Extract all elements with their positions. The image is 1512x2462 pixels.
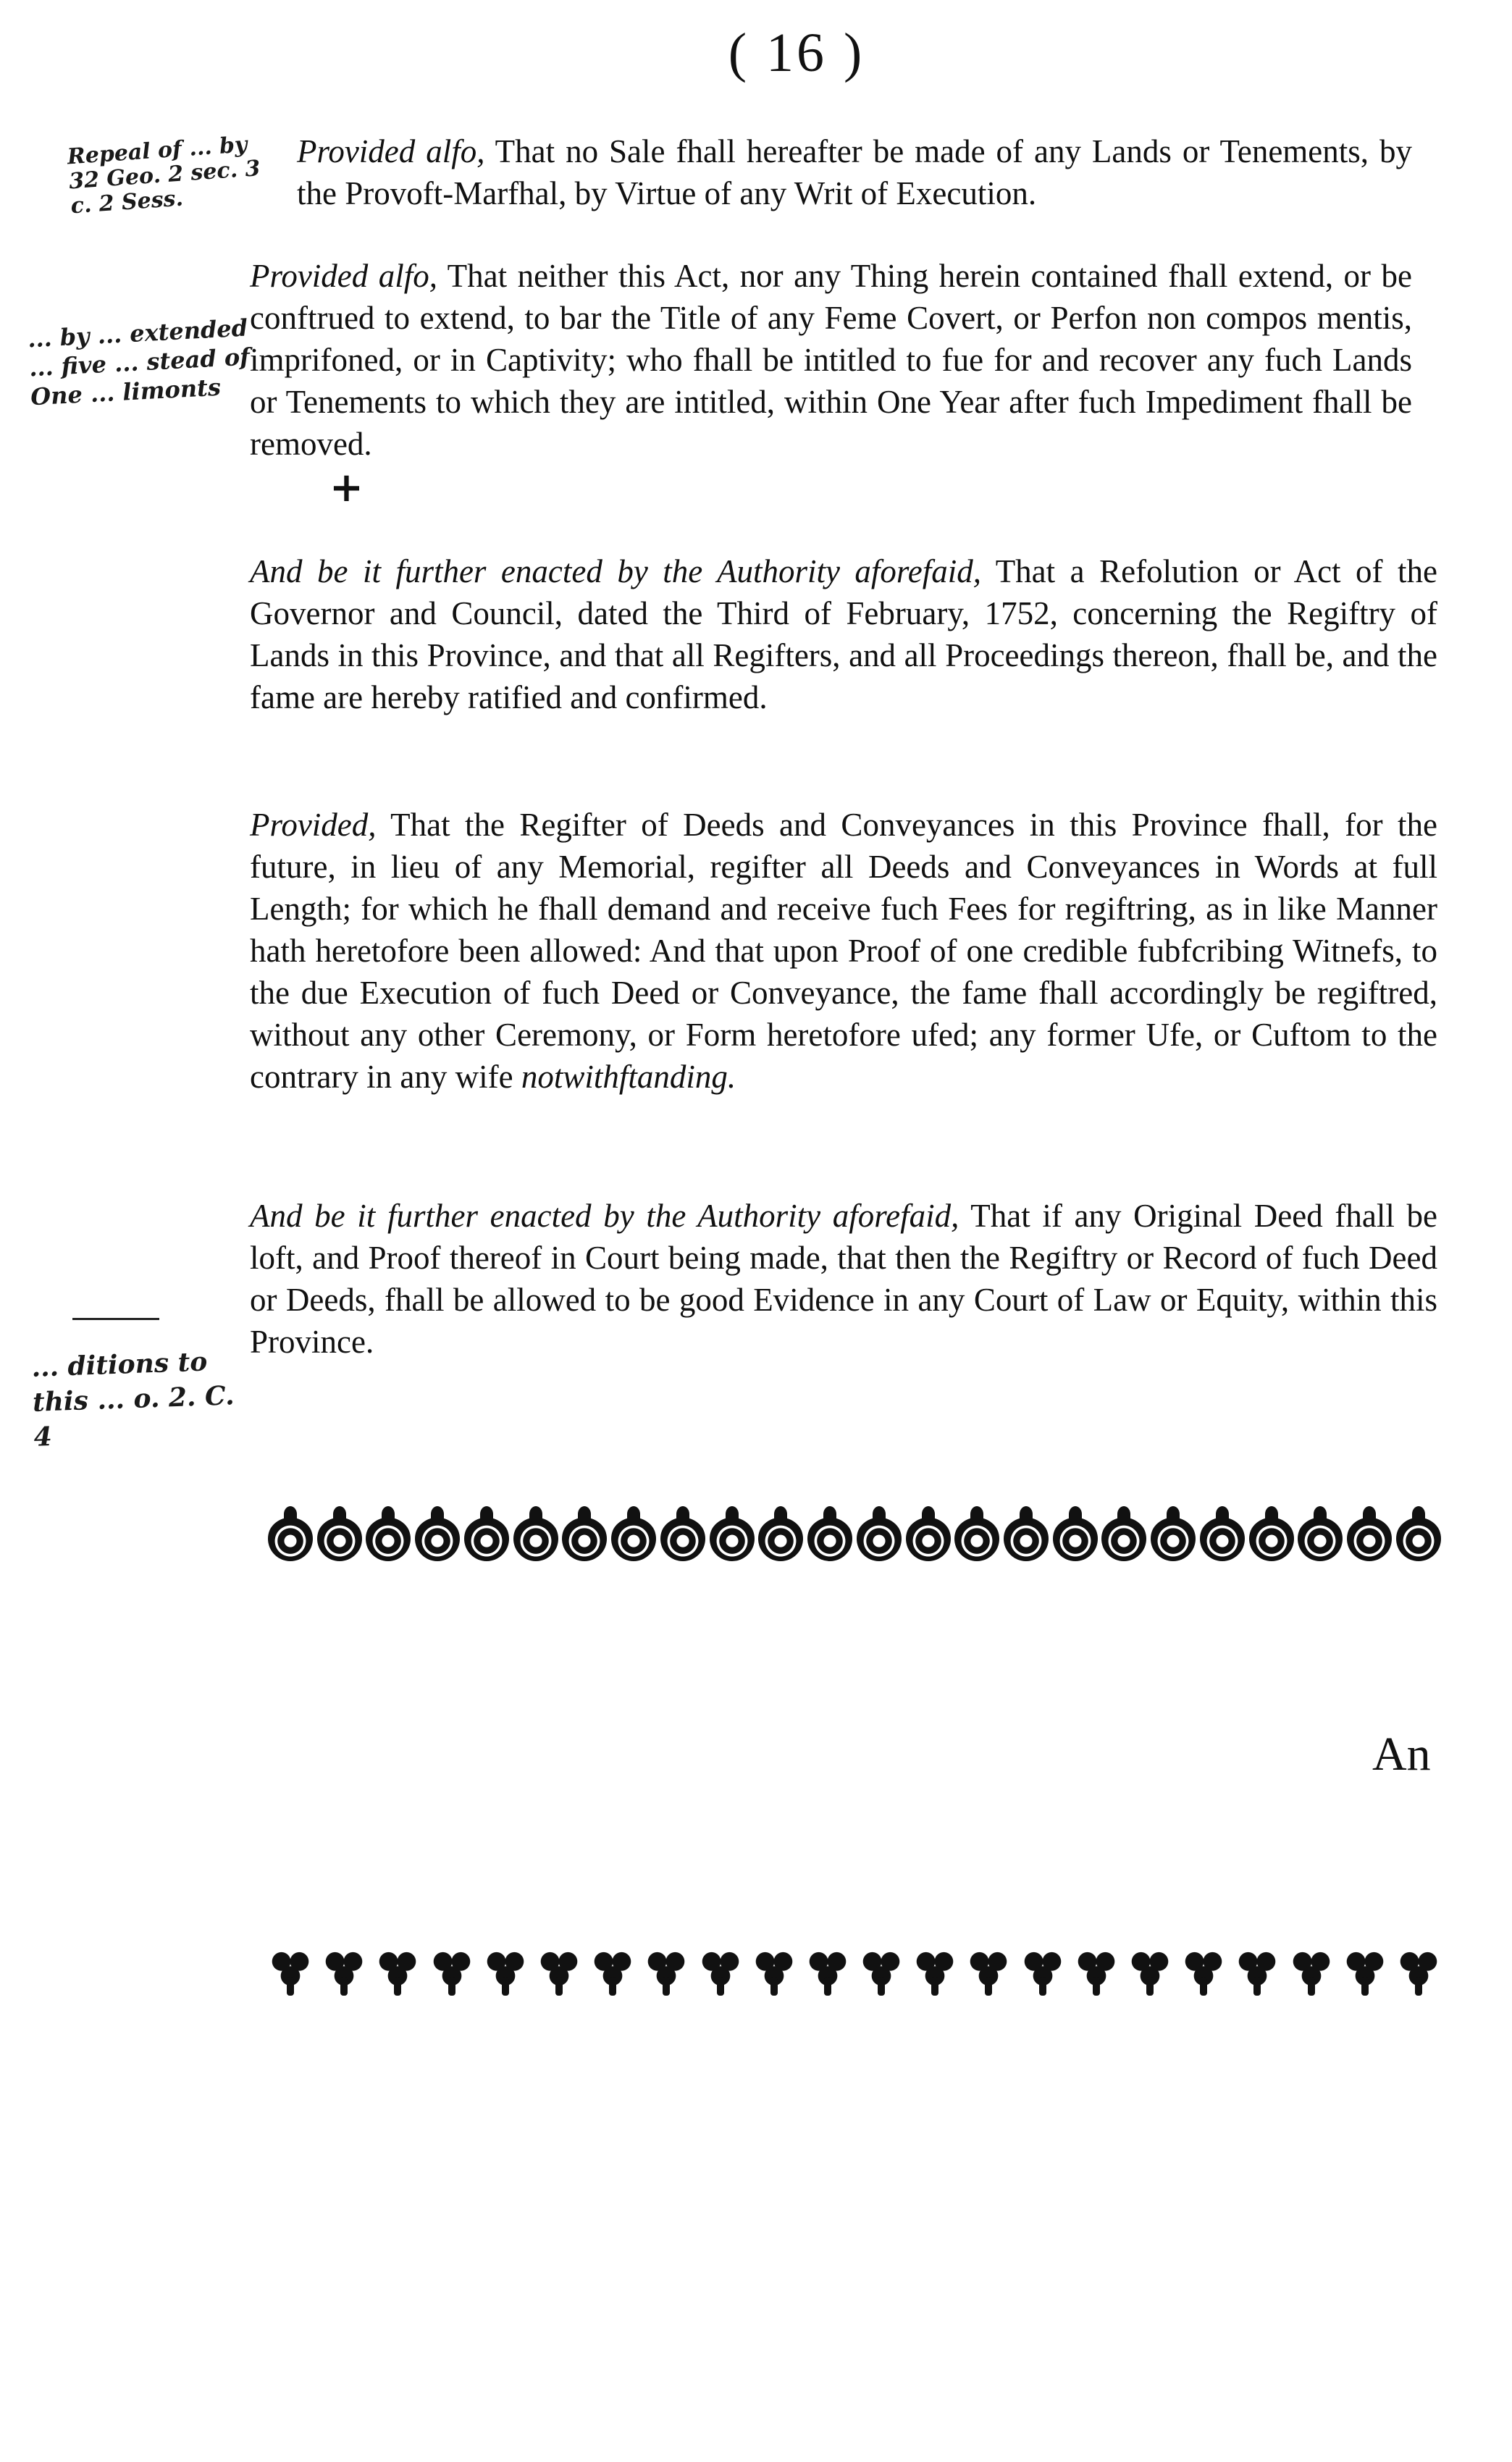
ornament-border-top bbox=[268, 1506, 1441, 1571]
thistle-ornament-icon bbox=[758, 1516, 803, 1561]
margin-note-additions: ... ditions to this ... o. 2. C. 4 bbox=[30, 1346, 235, 1453]
thistle-ornament-icon bbox=[483, 1944, 528, 1988]
paragraph-text: That a Refolution or Act of the Governor and Council, dated the Third of February, 1752, concerning the Regiftry of Lands in this Province, and that all Regifters, and all Proceedings thereon, fhall be, and the fame are hereby ratified and confirmed. bbox=[250, 553, 1437, 715]
thistle-ornament-icon bbox=[1020, 1944, 1065, 1988]
thistle-ornament-icon bbox=[268, 1944, 313, 1988]
cross-mark: + bbox=[329, 463, 364, 511]
thistle-ornament-icon bbox=[644, 1944, 689, 1988]
paragraph-lost-deed bbox=[250, 1195, 1437, 1363]
thistle-ornament-icon bbox=[429, 1944, 474, 1988]
thistle-ornament-icon bbox=[322, 1944, 366, 1988]
page-number: ( 16 ) bbox=[728, 22, 865, 83]
thistle-ornament-icon bbox=[807, 1516, 852, 1561]
thistle-ornament-icon bbox=[1200, 1516, 1245, 1561]
paragraph-lead: And be it further enacted by the Authority aforefaid, bbox=[250, 1198, 959, 1234]
thistle-ornament-icon bbox=[805, 1944, 850, 1988]
paragraph-tail: notwithftanding. bbox=[521, 1059, 736, 1095]
paragraph-resolution-ratified bbox=[250, 550, 1437, 718]
thistle-ornament-icon bbox=[710, 1516, 755, 1561]
thistle-ornament-icon bbox=[698, 1944, 743, 1988]
thistle-ornament-icon bbox=[1101, 1516, 1146, 1561]
thistle-ornament-icon bbox=[1074, 1944, 1119, 1988]
thistle-ornament-icon bbox=[1347, 1516, 1392, 1561]
paragraph-register-deeds bbox=[250, 804, 1437, 1098]
thistle-ornament-icon bbox=[1235, 1944, 1280, 1988]
paragraph-text: That if any Original Deed fhall be loft, and Proof thereof in Court being made, that then the Regiftry or Record of fuch Deed or Deeds, fhall be allowed to be good Evidence in any Court of Law or Equity, within this Province. bbox=[250, 1198, 1437, 1360]
thistle-ornament-icon bbox=[912, 1944, 957, 1988]
thistle-ornament-icon bbox=[1004, 1516, 1049, 1561]
thistle-ornament-icon bbox=[590, 1944, 635, 1988]
thistle-ornament-icon bbox=[611, 1516, 656, 1561]
paragraph-text: That no Sale fhall hereafter be made of any Lands or Tenements, by the Provoft-Marfhal, by Virtue of any Writ of Execution. bbox=[297, 133, 1412, 211]
thistle-ornament-icon bbox=[366, 1516, 411, 1561]
thistle-ornament-icon bbox=[317, 1516, 362, 1561]
thistle-ornament-icon bbox=[1127, 1944, 1172, 1988]
thistle-ornament-icon bbox=[1181, 1944, 1226, 1988]
paragraph-lead: And be it further enacted by the Authority aforefaid, bbox=[250, 553, 982, 589]
thistle-ornament-icon bbox=[1151, 1516, 1196, 1561]
thistle-ornament-icon bbox=[464, 1516, 509, 1561]
paragraph-lead: Provided, bbox=[250, 807, 377, 843]
thistle-ornament-icon bbox=[660, 1516, 705, 1561]
thistle-ornament-icon bbox=[752, 1944, 797, 1988]
margin-note-repeal: Repeal of ... by 32 Geo. 2 sec. 3 c. 2 Sess. bbox=[66, 132, 261, 219]
thistle-ornament-icon bbox=[1396, 1516, 1441, 1561]
paragraph-text: That the Regifter of Deeds and Conveyances in this Province fhall, for the future, in lieu of any Memorial, regifter all Deeds and Conveyances in Words at full Length; for which he fhall demand and receive fuch Fees for regiftring, as in like Manner hath heretofore been allowed: And that upon Proof of one credible fubfcribing Witnefs, to the due Execution of fuch Deed or Conveyance, the fame fhall accordingly be regiftred, without any other Ceremony, or Form heretofore ufed; any former Ufe, or Cuftom to the contrary in any wife bbox=[250, 807, 1437, 1095]
thistle-ornament-icon bbox=[1249, 1516, 1294, 1561]
thistle-ornament-icon bbox=[268, 1516, 313, 1561]
paragraph-feme-covert-proviso bbox=[250, 255, 1412, 465]
margin-rule bbox=[72, 1318, 159, 1320]
thistle-ornament-icon bbox=[1343, 1944, 1387, 1988]
thistle-ornament-icon bbox=[1053, 1516, 1098, 1561]
catchword: An bbox=[1372, 1728, 1431, 1781]
thistle-ornament-icon bbox=[1396, 1944, 1441, 1988]
paragraph-lead: Provided alfo, bbox=[297, 133, 485, 169]
thistle-ornament-icon bbox=[857, 1516, 902, 1561]
paragraph-text: That neither this Act, nor any Thing herein contained fhall extend, or be conftrued to extend, to bar the Title of any Feme Covert, or Perfon non compos mentis, imprifoned, or in Captivity; who fhall be intitled to fue for and recover any fuch Lands or Tenements to which they are intitled, within One Year after fuch Impediment fhall be removed. bbox=[250, 258, 1412, 462]
thistle-ornament-icon bbox=[562, 1516, 607, 1561]
thistle-ornament-icon bbox=[906, 1516, 951, 1561]
thistle-ornament-icon bbox=[537, 1944, 581, 1988]
thistle-ornament-icon bbox=[954, 1516, 999, 1561]
ornament-border-bottom bbox=[268, 1933, 1441, 1999]
margin-note-extended: ... by ... extended ... five ... stead of One ... limonts bbox=[27, 314, 251, 411]
thistle-ornament-icon bbox=[375, 1944, 420, 1988]
thistle-ornament-icon bbox=[1289, 1944, 1334, 1988]
thistle-ornament-icon bbox=[513, 1516, 558, 1561]
paragraph-sale-proviso bbox=[297, 130, 1412, 214]
thistle-ornament-icon bbox=[859, 1944, 904, 1988]
thistle-ornament-icon bbox=[415, 1516, 460, 1561]
thistle-ornament-icon bbox=[1298, 1516, 1343, 1561]
thistle-ornament-icon bbox=[966, 1944, 1011, 1988]
paragraph-lead: Provided alfo, bbox=[250, 258, 437, 294]
